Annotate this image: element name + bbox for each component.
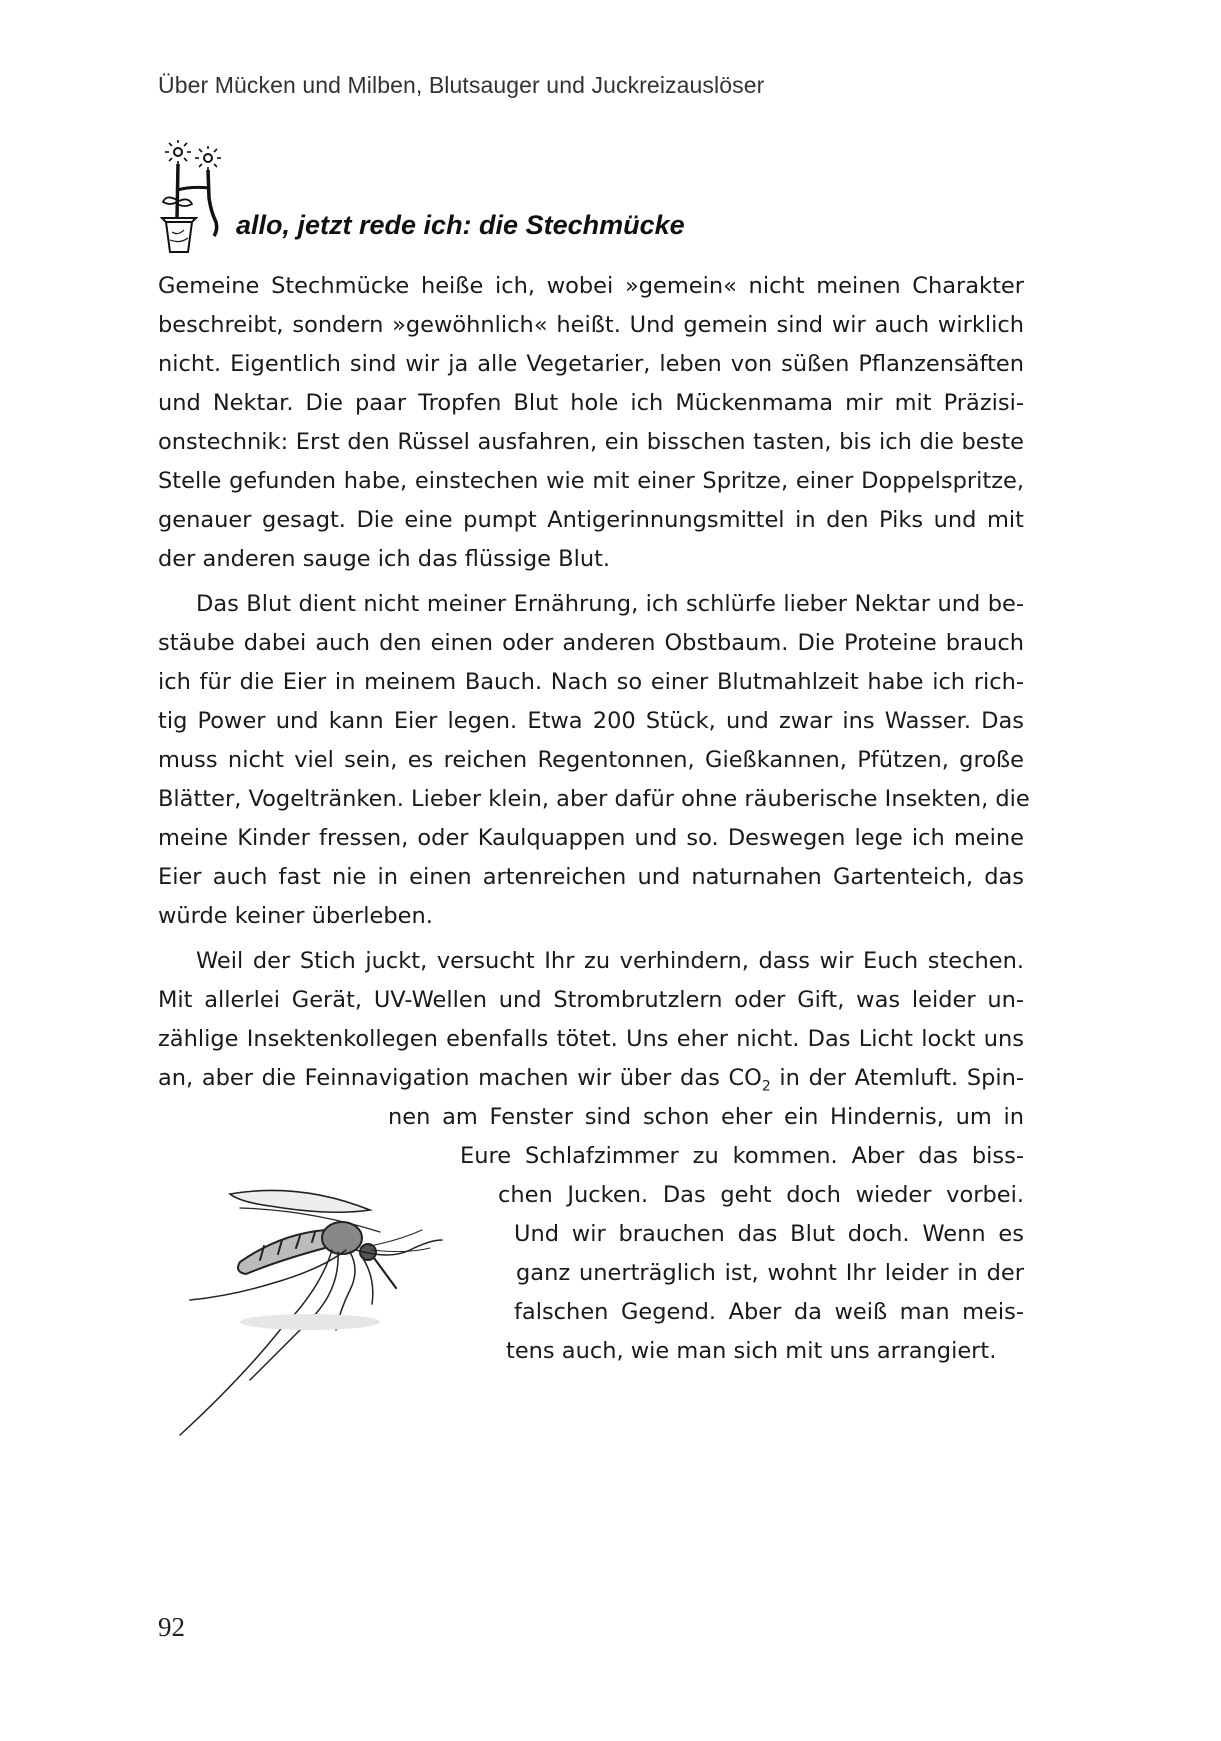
mosquito-illustration-icon: [160, 1180, 480, 1450]
subscript: 2: [761, 1078, 771, 1095]
text-line: und Nektar. Die paar Tropfen Blut hole ich Mückenmama mir mit Präzisi-: [158, 390, 1024, 416]
text-line: Stelle gefunden habe, einstechen wie mit einer Spritze, einer Doppelspritze,: [158, 468, 1024, 494]
text-line: tens auch, wie man sich mit uns arrangiert.: [506, 1338, 997, 1364]
text-line: muss nicht viel sein, es reichen Regentonnen, Gießkannen, Pfützen, große: [158, 747, 1024, 773]
text-fragment: an, aber die Feinnavigation machen wir über das CO: [158, 1065, 762, 1091]
text-line: ganz unerträglich ist, wohnt Ihr leider in der: [516, 1260, 1024, 1286]
running-header: Über Mücken und Milben, Blutsauger und Juckreizauslöser: [158, 72, 765, 98]
text-line: stäube dabei auch den einen oder anderen Obstbaum. Die Proteine brauch: [158, 630, 1024, 656]
text-line: Mit allerlei Gerät, UV-Wellen und Strombrutzlern oder Gift, was leider un-: [158, 987, 1024, 1013]
text-line: der anderen sauge ich das flüssige Blut.: [158, 546, 611, 572]
section-heading: allo, jetzt rede ich: die Stechmücke: [236, 210, 685, 240]
text-line: Das Blut dient nicht meiner Ernährung, ich schlürfe lieber Nektar und be-: [196, 591, 1024, 617]
text-line: Gemeine Stechmücke heiße ich, wobei »gemein« nicht meinen Charakter: [158, 273, 1024, 299]
text-line: genauer gesagt. Die eine pumpt Antigerinnungsmittel in den Piks und mit: [158, 507, 1024, 533]
text-line-co2: [158, 1064, 1024, 1101]
text-line: Eier auch fast nie in einen artenreichen und naturnahen Gartenteich, das: [158, 864, 1024, 890]
page-number: 92: [158, 1612, 185, 1642]
text-line: falschen Gegend. Aber da weiß man meis-: [514, 1299, 1024, 1325]
text-line: meine Kinder fressen, oder Kaulquappen und so. Deswegen lege ich meine: [158, 825, 1024, 851]
text-line: Und wir brauchen das Blut doch. Wenn es: [514, 1221, 1024, 1247]
text-line: Blätter, Vogeltränken. Lieber klein, aber dafür ohne räuberische Insekten, die: [158, 786, 1030, 812]
text-line: Eure Schlafzimmer zu kommen. Aber das biss-: [460, 1143, 1024, 1169]
text-line: tig Power und kann Eier legen. Etwa 200 Stück, und zwar ins Wasser. Das: [158, 708, 1024, 734]
text-line: ich für die Eier in meinem Bauch. Nach so einer Blutmahlzeit habe ich rich-: [158, 669, 1024, 695]
text-line: onstechnik: Erst den Rüssel ausfahren, ein bisschen tasten, bis ich die beste: [158, 429, 1024, 455]
text-line: Weil der Stich juckt, versucht Ihr zu verhindern, dass wir Euch stechen.: [196, 948, 1024, 974]
text-line: chen Jucken. Das geht doch wieder vorbei.: [498, 1182, 1024, 1208]
flowerpot-initial-h-icon: [158, 140, 238, 260]
text-line: beschreibt, sondern »gewöhnlich« heißt. Und gemein sind wir auch wirklich: [158, 312, 1024, 338]
section-heading-block: [158, 140, 718, 260]
text-line: nen am Fenster sind schon eher ein Hindernis, um in: [388, 1104, 1024, 1130]
text-fragment: in der Atemluft. Spin-: [770, 1065, 1025, 1091]
text-line: nicht. Eigentlich sind wir ja alle Vegetarier, leben von süßen Pflanzensäften: [158, 351, 1024, 377]
text-line: würde keiner überleben.: [158, 903, 433, 929]
text-line: zählige Insektenkollegen ebenfalls tötet. Uns eher nicht. Das Licht lockt uns: [158, 1026, 1024, 1052]
